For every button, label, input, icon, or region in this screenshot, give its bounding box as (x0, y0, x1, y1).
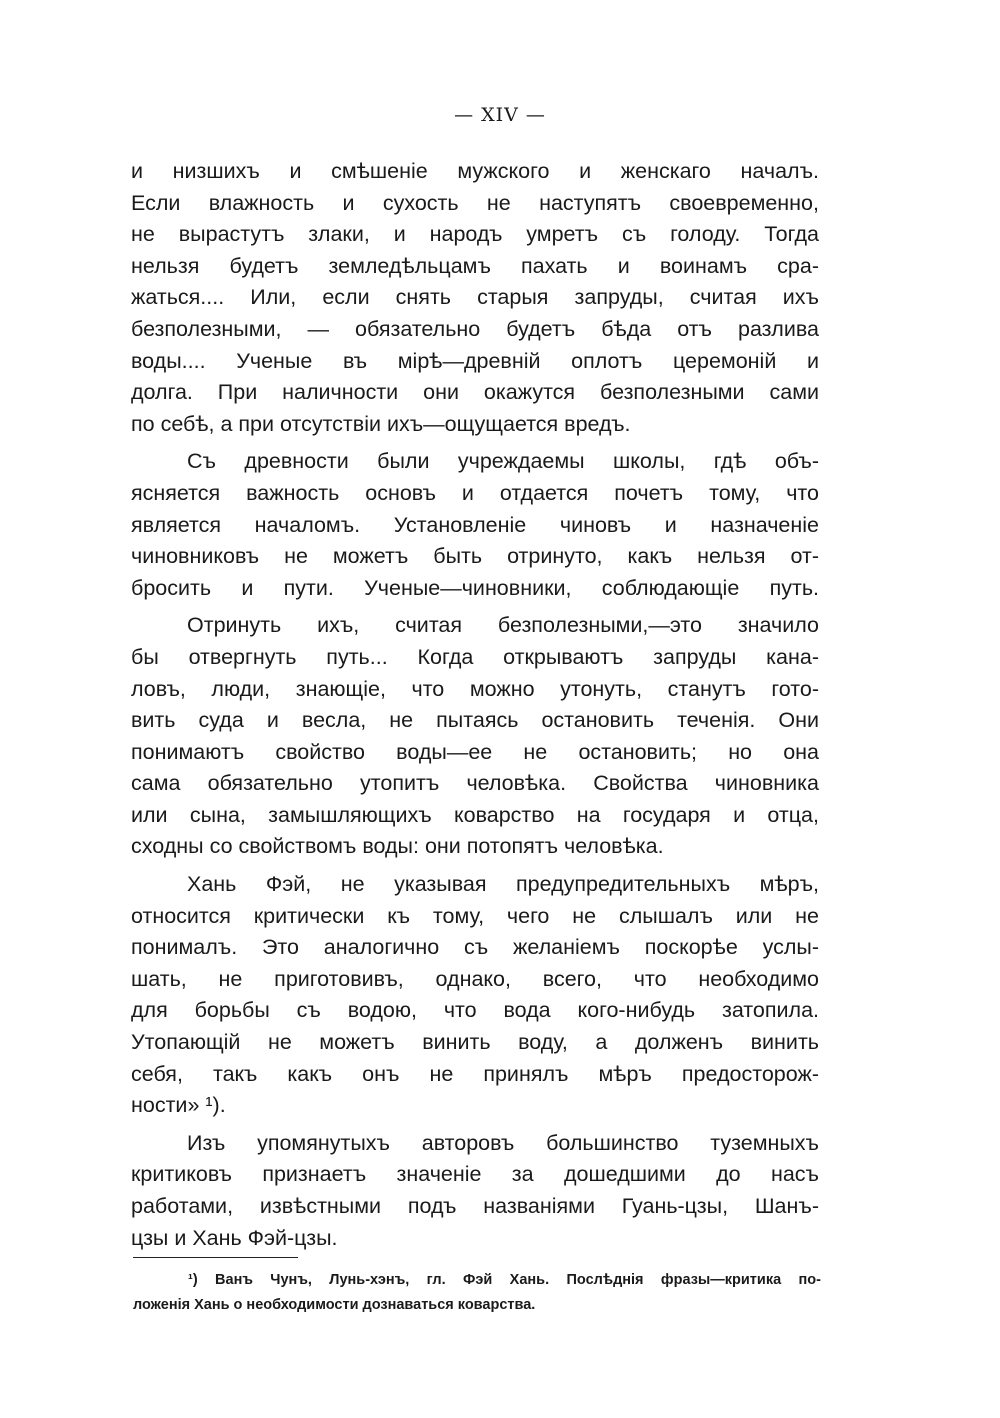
paragraph-5 (131, 1128, 819, 1254)
text-line: Хань Фэй, не указывая предупредительныхъ мѣръ, (187, 872, 819, 897)
footnote (133, 1268, 821, 1318)
text-line: сама обязательно утопитъ человѣка. Свойства чиновника (131, 771, 819, 796)
text-line: Если влажность и сухость не наступятъ своевременно, (131, 190, 819, 215)
main-text (131, 156, 819, 1254)
footnote-line: ложенія Хань о необходимости дознаваться коварства. (133, 1297, 536, 1313)
text-line: понимаютъ свойство воды—ее не остановить; но она (131, 739, 819, 764)
text-line: бы отвергнуть путь... Когда открываютъ запруды кана- (131, 644, 819, 669)
text-line: долга. При наличности они окажутся безполезными сами (131, 380, 819, 405)
text-line: работами, извѣстными подъ названіями Гуань-цзы, Шанъ- (131, 1194, 819, 1218)
text-line: бросить и пути. Ученые—чиновники, соблюдающіе путь. (131, 575, 819, 600)
text-line: Съ древности были учреждаемы школы, гдѣ объ- (187, 449, 819, 474)
text-line: себя, такъ какъ онъ не принялъ мѣръ предосторож- (131, 1061, 819, 1086)
text-line: нельзя будетъ земледѣльцамъ пахать и воинамъ сра- (131, 253, 819, 278)
text-line: Изъ упомянутыхъ авторовъ большинство туземныхъ (187, 1130, 819, 1155)
text-line: ности» ¹). (131, 1093, 226, 1118)
text-line: критиковъ признаетъ значеніе за дошедшими до насъ (131, 1162, 819, 1187)
text-line: вить суда и весла, не пытаясь остановить теченія. Они (131, 708, 819, 733)
footnote-line: ¹) Ванъ Чунъ, Лунь-хэнъ, гл. Фэй Хань. Послѣднія фразы—критика по- (188, 1272, 821, 1288)
text-line: Утопающій не можетъ винить воду, а долженъ винить (131, 1030, 819, 1055)
text-line: по себѣ, а при отсутствіи ихъ—ощущается вредъ. (131, 411, 631, 436)
text-line: сходны со свойствомъ воды: они потопятъ человѣка. (131, 834, 664, 859)
text-line: безполезными, — обязательно будетъ бѣда отъ разлива (131, 316, 819, 341)
text-line: для борьбы съ водою, что вода кого-нибудь затопила. (131, 998, 819, 1023)
text-line: ясняется важность основъ и отдается почетъ тому, что (131, 480, 819, 505)
text-line: чиновниковъ не можетъ быть отринуто, какъ нельзя от- (131, 544, 819, 569)
paragraph-3 (131, 610, 819, 863)
text-line: понималъ. Это аналогично съ желаніемъ поскорѣе услы- (131, 935, 819, 960)
text-line: цзы и Хань Фэй-цзы. (131, 1225, 338, 1250)
text-line: шать, не приготовивъ, однако, всего, что необходимо (131, 966, 819, 991)
text-line: Отринуть ихъ, считая безполезными,—это значило (187, 613, 819, 638)
text-line: ловъ, люди, знающіе, что можно утонуть, станутъ гото- (131, 676, 819, 701)
page-number: — XIV — (454, 104, 546, 126)
text-line: воды.... Ученые въ мірѣ—древній оплотъ церемоній и (131, 348, 819, 373)
text-line: жаться.... Или, если снять старыя запруды, считая ихъ (131, 285, 819, 310)
text-line: не вырастутъ злаки, и народъ умретъ съ голоду. Тогда (131, 222, 819, 247)
text-line: или сына, замышляющихъ коварство на государя и отца, (131, 802, 819, 827)
text-line: является началомъ. Установленіе чиновъ и назначеніе (131, 512, 819, 537)
paragraph-2 (131, 446, 819, 604)
footnote-divider (133, 1257, 298, 1258)
text-line: относится критически къ тому, чего не слышалъ или не (131, 903, 819, 928)
paragraph-4 (131, 869, 819, 1122)
text-line: и низшихъ и смѣшеніе мужского и женскаго началъ. (131, 159, 819, 183)
paragraph-1 (131, 156, 819, 440)
